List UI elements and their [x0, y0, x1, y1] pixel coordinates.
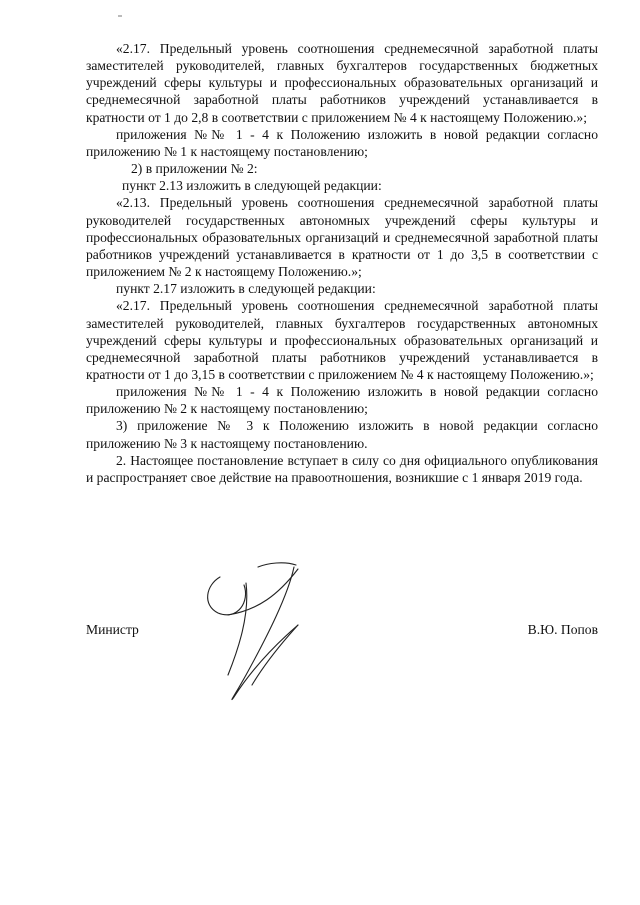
signatory-position: Министр — [86, 622, 139, 637]
paragraph-2-13: «2.13. Предельный уровень соотношения среднемесячной заработной платы руководителей государственных автономных учреждений сферы культуры и профессиональных образовательных организаций и среднемесячной заработной платы работников учреждений устанавливается в кратности от 1 до 3,5 в соответствии с приложением № 2 к настоящему Положению.»; — [86, 195, 598, 280]
paragraph-2-13-intro: пункт 2.13 изложить в следующей редакции: — [122, 178, 382, 194]
paragraph-appendix-1: приложения №№ 1 - 4 к Положению изложить в новой редакции согласно приложению № 1 к настоящему постановлению; — [86, 126, 598, 159]
document-body — [86, 40, 598, 486]
paragraph-2-17-budget: «2.17. Предельный уровень соотношения среднемесячной заработной платы заместителей руководителей, главных бухгалтеров государственных бюджетных учреждений сферы культуры и профессиональных образовательных организаций и среднемесячной заработной платы работников учреждений устанавливается в кратности от 1 до 2,8 в соответствии с приложением № 4 к настоящему Положению.»; — [86, 41, 598, 125]
paragraph-appendix-3: 3) приложение № 3 к Положению изложить в новой редакции согласно приложению № 3 к настоящему постановлению. — [86, 418, 598, 451]
signatory-name: В.Ю. Попов — [527, 622, 598, 637]
paragraph-appendix-2: приложения №№ 1 - 4 к Положению изложить в новой редакции согласно приложению № 2 к настоящему постановлению; — [86, 384, 598, 417]
paragraph-2-17-autonomous: «2.17. Предельный уровень соотношения среднемесячной заработной платы заместителей руководителей, главных бухгалтеров государственных автономных учреждений сферы культуры и профессиональных образовательных организаций и среднемесячной заработной платы работников учреждений устанавливается в кратности от 1 до 3,15 в соответствии с приложением № 4 к настоящему Положению.»; — [86, 298, 598, 382]
paragraph-appendix-2-header: 2) в приложении № 2: — [131, 161, 258, 177]
scan-artifact — [118, 15, 122, 17]
signature-block — [86, 622, 598, 638]
paragraph-effective-date: 2. Настоящее постановление вступает в силу со дня официального опубликования и распространяет свое действие на правоотношения, возникшие с 1 января 2019 года. — [86, 452, 598, 485]
paragraph-2-17-intro: пункт 2.17 изложить в следующей редакции: — [116, 281, 376, 297]
